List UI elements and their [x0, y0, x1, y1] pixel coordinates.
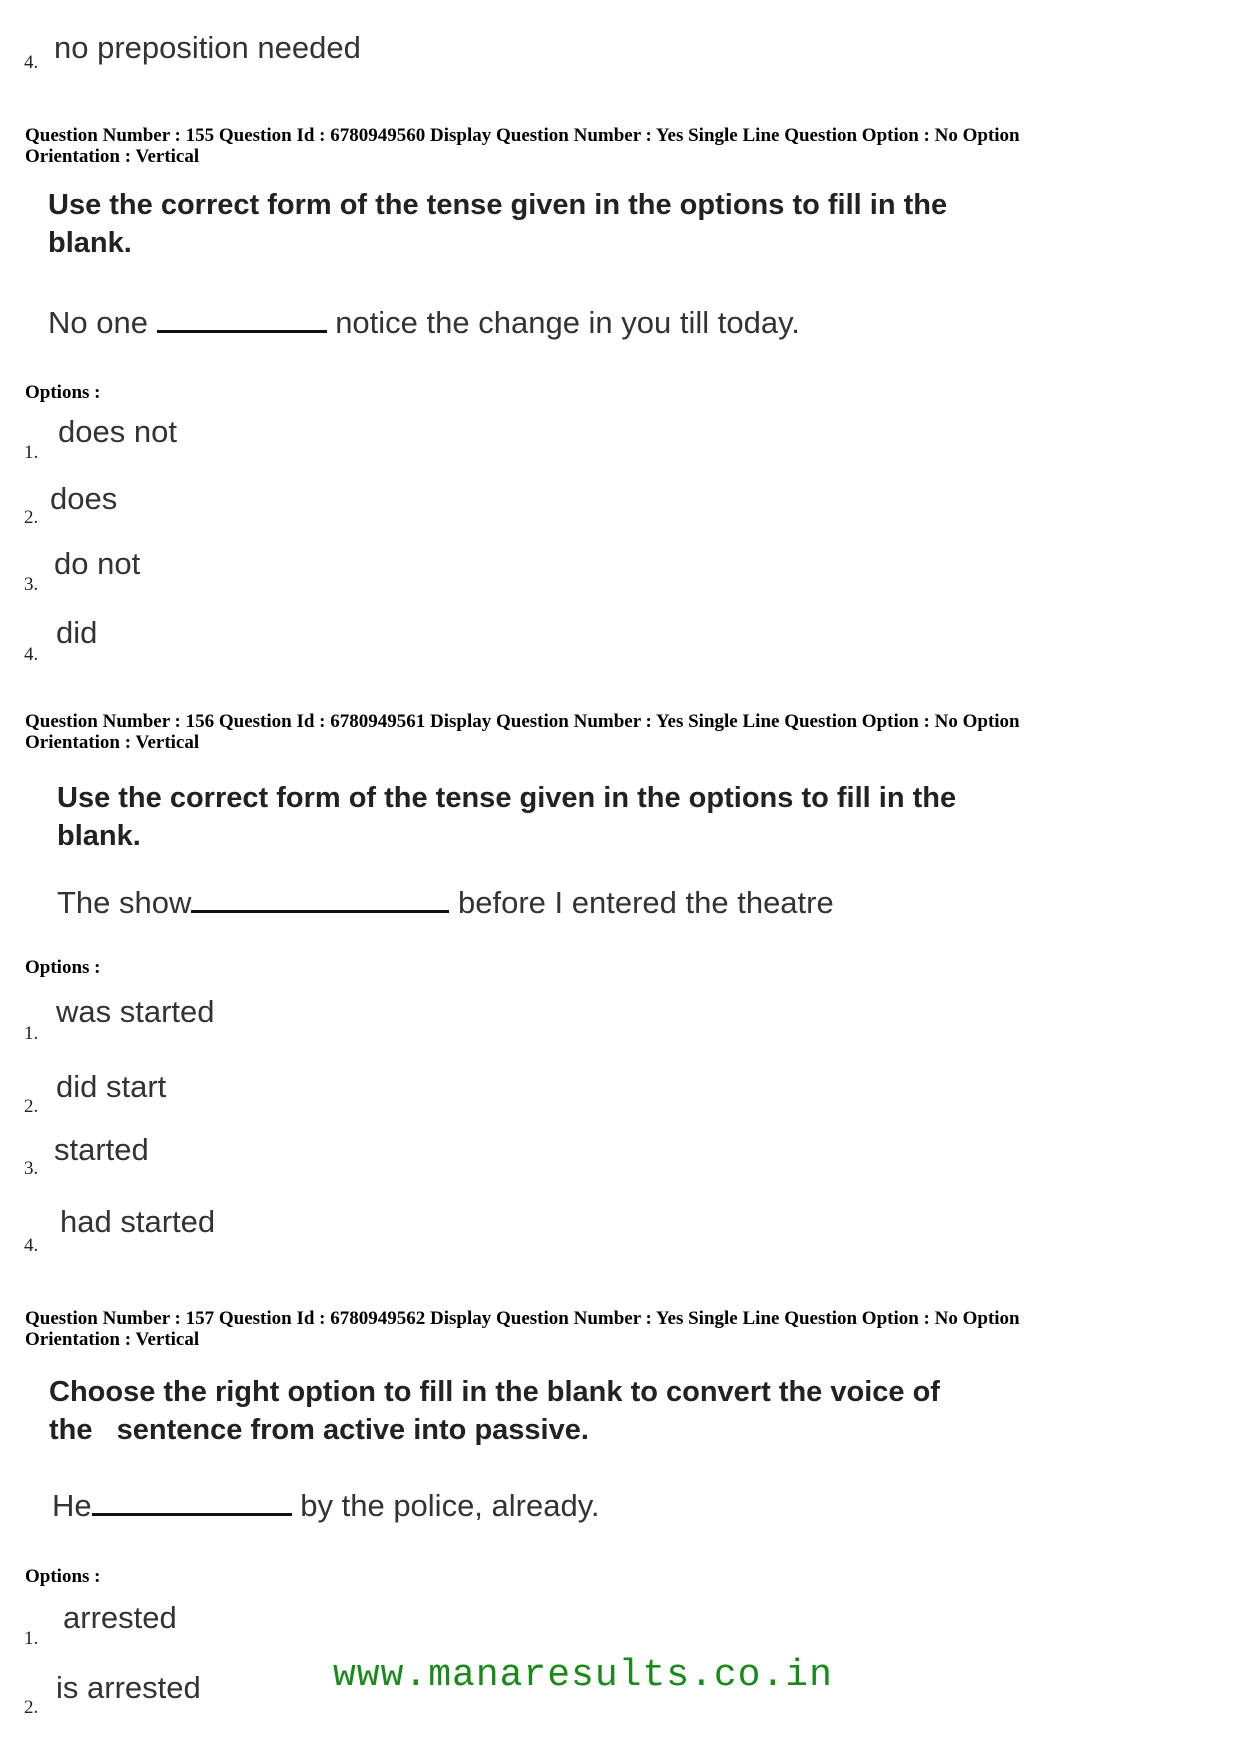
sentence-after: before I entered the theatre	[449, 885, 834, 920]
sentence-after: notice the change in you till today.	[326, 305, 800, 340]
options-label: Options :	[25, 382, 101, 403]
option-number: 4.	[24, 1235, 39, 1256]
instruction-line-2: blank.	[48, 227, 132, 259]
question-meta-line-1: Question Number : 156 Question Id : 6780949561 Display Question Number : Yes Single Line Question Option : No Option	[25, 711, 1020, 732]
options-label: Options :	[25, 1566, 101, 1587]
option-text: had started	[60, 1204, 216, 1239]
option-text: does not	[58, 414, 177, 449]
option-text: arrested	[63, 1600, 177, 1635]
sentence-before: He	[52, 1488, 92, 1523]
instruction-line-2: blank.	[57, 820, 141, 852]
instruction-line-2: the sentence from active into passive.	[49, 1414, 589, 1446]
option-text: did start	[56, 1069, 167, 1104]
option-text: is arrested	[56, 1670, 201, 1705]
option-number: 1.	[24, 1628, 39, 1649]
site-watermark: www.manaresults.co.in	[333, 1654, 833, 1697]
option-text: do not	[54, 546, 141, 581]
sentence-after: by the police, already.	[291, 1488, 600, 1523]
instruction-line-1: Use the correct form of the tense given in the options to fill in the	[57, 782, 957, 814]
option-number: 2.	[24, 1096, 39, 1117]
question-instruction	[48, 186, 1198, 262]
question-sentence	[48, 305, 800, 341]
option-number: 2.	[24, 1697, 39, 1718]
option-number: 1.	[24, 1023, 39, 1044]
option-number: 4.	[24, 52, 39, 73]
instruction-line-1: Use the correct form of the tense given in the options to fill in the	[48, 189, 948, 221]
option-number: 1.	[24, 442, 39, 463]
option-text: did	[56, 615, 98, 650]
option-number: 3.	[24, 574, 39, 595]
instruction-line-1: Choose the right option to fill in the blank to convert the voice of	[49, 1376, 940, 1408]
question-instruction	[57, 779, 1207, 855]
options-label: Options :	[25, 957, 101, 978]
answer-blank	[92, 1511, 292, 1516]
question-meta-line-2: Orientation : Vertical	[25, 146, 200, 167]
question-sentence	[57, 885, 834, 921]
option-text: was started	[56, 994, 215, 1029]
question-meta	[25, 1308, 1225, 1350]
option-text: no preposition needed	[54, 30, 361, 65]
question-sentence	[52, 1488, 600, 1524]
option-text: started	[54, 1132, 149, 1167]
option-text: does	[50, 481, 118, 516]
question-instruction	[49, 1373, 1199, 1449]
sentence-before: The show	[57, 885, 192, 920]
option-number: 3.	[24, 1158, 39, 1179]
question-meta-line-2: Orientation : Vertical	[25, 1329, 200, 1350]
answer-blank	[191, 908, 449, 913]
option-number: 4.	[24, 644, 39, 665]
option-number: 2.	[24, 507, 39, 528]
question-meta-line-2: Orientation : Vertical	[25, 732, 200, 753]
answer-blank	[157, 328, 327, 333]
question-meta	[25, 711, 1225, 753]
question-meta-line-1: Question Number : 157 Question Id : 6780949562 Display Question Number : Yes Single Line Question Option : No Option	[25, 1308, 1020, 1329]
question-meta	[25, 125, 1225, 167]
question-meta-line-1: Question Number : 155 Question Id : 6780949560 Display Question Number : Yes Single Line Question Option : No Option	[25, 125, 1020, 146]
sentence-before: No one	[48, 305, 157, 340]
